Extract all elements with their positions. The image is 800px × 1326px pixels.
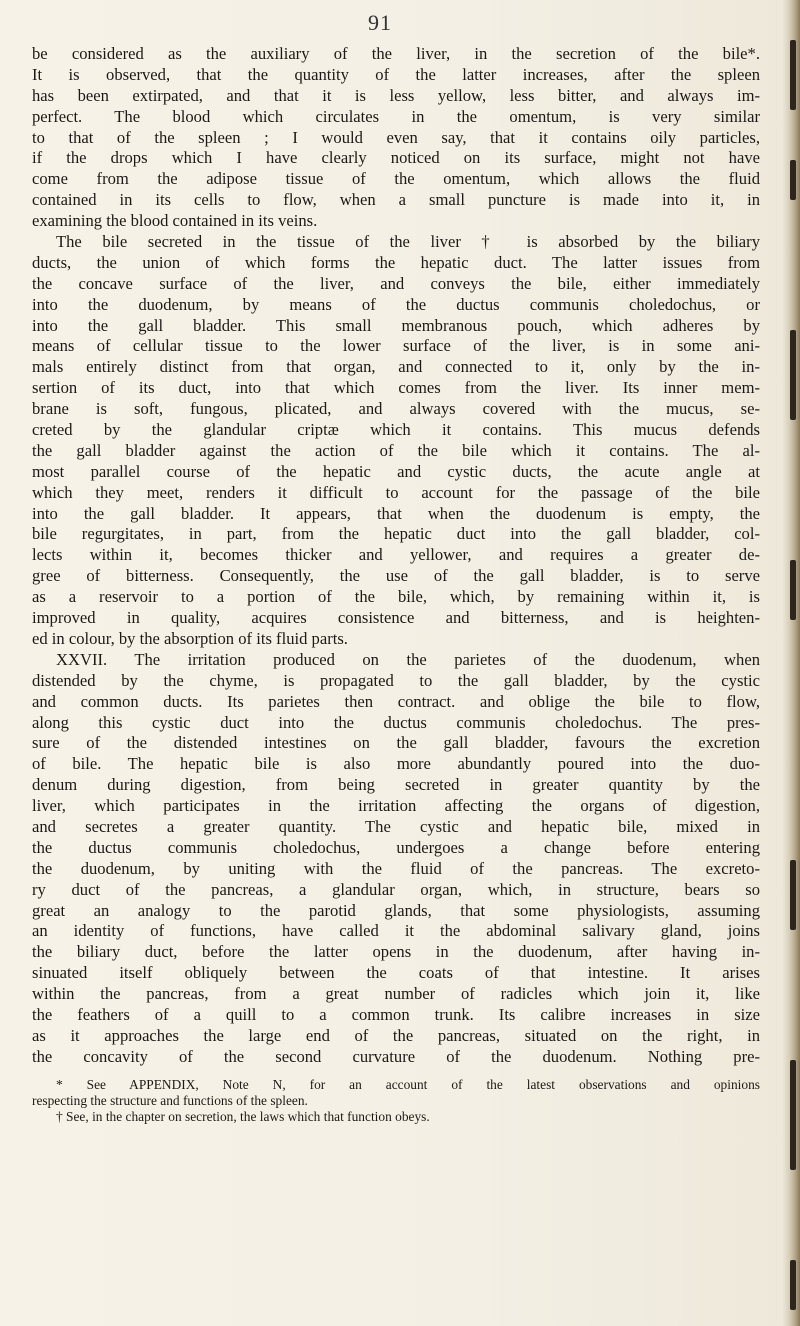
text-line: sure of the distended intestines on the gall bladder, favours the excretion — [32, 733, 760, 753]
text-line: perfect. The blood which circulates in the omentum, is very similar — [32, 106, 760, 126]
edge-stain — [790, 560, 796, 620]
text-line: come from the adipose tissue of the omentum, which allows the fluid — [32, 169, 760, 189]
text-line: into the gall bladder. This small membranous pouch, which adheres by — [32, 315, 760, 335]
text-line: has been extirpated, and that it is less yellow, less bitter, and always im- — [32, 85, 760, 105]
text-line: to that of the spleen ; I would even say, that it contains oily particles, — [32, 127, 760, 147]
text-line: mals entirely distinct from that organ, and connected to it, only by the in- — [32, 357, 760, 377]
text-line: if the drops which I have clearly noticed on its surface, might not have — [32, 148, 760, 168]
text-line: the ductus communis choledochus, undergoes a change before entering — [32, 837, 760, 857]
text-line: creted by the glandular criptæ which it contains. This mucus defends — [32, 420, 760, 440]
text-line: sinuated itself obliquely between the coats of that intestine. It arises — [32, 963, 760, 983]
text-line: ed in colour, by the absorption of its fluid parts. — [32, 628, 348, 648]
text-line: ducts, the union of which forms the hepatic duct. The latter issues from — [32, 252, 760, 272]
text-line: the concavity of the second curvature of the duodenum. Nothing pre- — [32, 1046, 760, 1066]
footnote-line: † See, in the chapter on secretion, the laws which that function obeys. — [56, 1108, 430, 1124]
text-line: lects within it, becomes thicker and yellower, and requires a greater de- — [32, 545, 760, 565]
edge-stain — [790, 40, 796, 110]
text-line: XXVII. The irritation produced on the parietes of the duodenum, when — [56, 649, 760, 669]
body-paragraphs — [32, 44, 760, 1068]
edge-stain — [790, 1060, 796, 1170]
body-text — [32, 44, 760, 1125]
page-edge-binding — [782, 0, 800, 1326]
text-line: an identity of functions, have called it the abdominal salivary gland, joins — [32, 921, 760, 941]
edge-stain — [790, 860, 796, 930]
text-line: the biliary duct, before the latter opens in the duodenum, after having in- — [32, 942, 760, 962]
text-line: distended by the chyme, is propagated to the gall bladder, by the cystic — [32, 670, 760, 690]
text-line: improved in quality, acquires consistence and bitterness, and is heighten- — [32, 608, 760, 628]
text-line: means of cellular tissue to the lower surface of the liver, is in some ani- — [32, 336, 760, 356]
text-line: denum during digestion, from being secreted in greater quantity by the — [32, 775, 760, 795]
text-line: most parallel course of the hepatic and cystic ducts, the acute angle at — [32, 461, 760, 481]
edge-stain — [790, 1260, 796, 1310]
footnote-line: * See APPENDIX, Note N, for an account of the latest observations and opinions — [56, 1076, 760, 1092]
text-line: It is observed, that the quantity of the latter increases, after the spleen — [32, 64, 760, 84]
text-line: which they meet, renders it difficult to account for the passage of the bile — [32, 482, 760, 502]
text-line: the duodenum, by uniting with the fluid of the pancreas. The excreto- — [32, 858, 760, 878]
edge-stain — [790, 330, 796, 420]
text-line: gree of bitterness. Consequently, the use of the gall bladder, is to serve — [32, 566, 760, 586]
text-line: ry duct of the pancreas, a glandular organ, which, in structure, bears so — [32, 879, 760, 899]
text-line: the feathers of a quill to a common trunk. Its calibre increases in size — [32, 1004, 760, 1024]
edge-stain — [790, 160, 796, 200]
text-line: into the duodenum, by means of the ductus communis choledochus, or — [32, 294, 760, 314]
text-line: liver, which participates in the irritation affecting the organs of digestion, — [32, 796, 760, 816]
text-line: contained in its cells to flow, when a small puncture is made into it, in — [32, 190, 760, 210]
page-number: 91 — [368, 10, 392, 35]
text-line: along this cystic duct into the ductus communis choledochus. The pres- — [32, 712, 760, 732]
text-line: of bile. The hepatic bile is also more abundantly poured into the duo- — [32, 754, 760, 774]
text-line: brane is soft, fungous, plicated, and always covered with the mucus, se- — [32, 399, 760, 419]
text-line: within the pancreas, from a great number of radicles which join it, like — [32, 984, 760, 1004]
text-line: sertion of its duct, into that which comes from the liver. Its inner mem- — [32, 378, 760, 398]
text-line: the gall bladder against the action of the bile which it contains. The al- — [32, 440, 760, 460]
text-line: into the gall bladder. It appears, that when the duodenum is empty, the — [32, 503, 760, 523]
text-line: bile regurgitates, in part, from the hepatic duct into the gall bladder, col- — [32, 524, 760, 544]
text-line: and secretes a greater quantity. The cystic and hepatic bile, mixed in — [32, 816, 760, 836]
text-line: and common ducts. Its parietes then contract. and oblige the bile to flow, — [32, 691, 760, 711]
text-line: The bile secreted in the tissue of the liver † is absorbed by the biliary — [56, 232, 760, 252]
footnote-line: respecting the structure and functions of the spleen. — [32, 1092, 308, 1108]
footnotes — [32, 1077, 760, 1125]
text-line: the concave surface of the liver, and conveys the bile, either immediately — [32, 273, 760, 293]
text-line: examining the blood contained in its veins. — [32, 211, 318, 231]
text-line: as a reservoir to a portion of the bile, which, by remaining within it, is — [32, 587, 760, 607]
text-line: as it approaches the large end of the pancreas, situated on the right, in — [32, 1025, 760, 1045]
text-line: be considered as the auxiliary of the liver, in the secretion of the bile*. — [32, 44, 760, 63]
text-line: great an analogy to the parotid glands, that some physiologists, assuming — [32, 900, 760, 920]
